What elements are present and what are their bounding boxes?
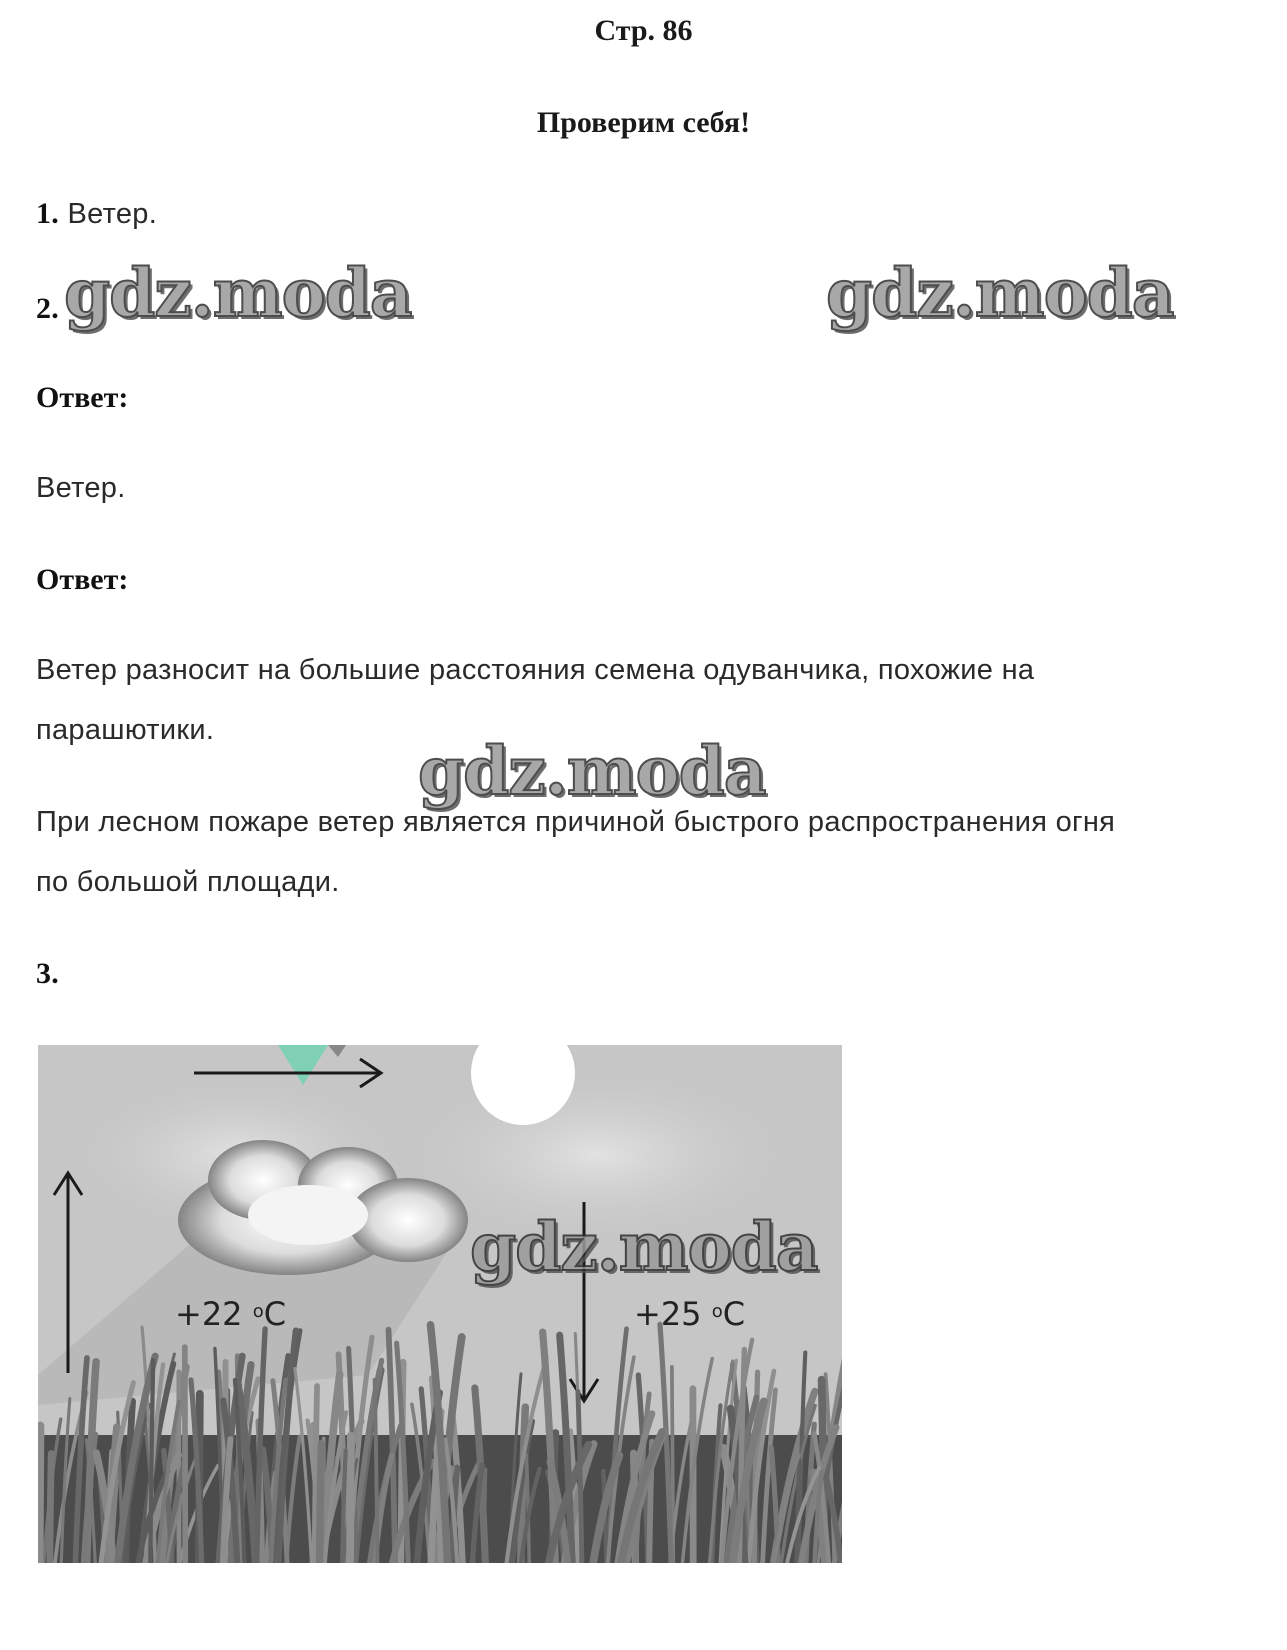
page-title: Стр. 86 <box>594 14 693 47</box>
temperature-right: +25 $^o$C <box>634 1295 746 1333</box>
question-2-number: 2. <box>36 292 60 325</box>
watermark: gdz.moda <box>418 732 766 810</box>
question-1 <box>36 197 157 231</box>
grass-blade <box>150 1360 153 1563</box>
section-title: Проверим себя! <box>536 106 751 139</box>
answer-2-line-2: парашютики. <box>36 714 215 746</box>
answer-label-2: Ответ: <box>36 563 129 596</box>
temperature-left: +22 $^o$C <box>175 1295 287 1333</box>
grass-blade <box>39 1426 40 1563</box>
question-2 <box>36 292 59 326</box>
question-1-number: 1. <box>36 197 60 230</box>
watermark: gdz.moda <box>826 254 1174 332</box>
watermark: gdz.moda <box>64 254 412 332</box>
wind-illustration <box>38 1045 842 1563</box>
question-3-number: 3. <box>36 957 60 990</box>
question-1-text: Ветер. <box>67 198 158 230</box>
grass-blade <box>50 1454 52 1563</box>
answer-1-text: Ветер. <box>36 472 126 504</box>
watermark: gdz.moda <box>470 1208 818 1286</box>
answer-2-line-1: Ветер разносит на большие расстояния семена одуванчика, похожие на <box>36 654 1035 686</box>
answer-2-line-4: по большой площади. <box>36 866 340 898</box>
grass-blade <box>350 1436 351 1563</box>
grass-blade <box>320 1444 322 1563</box>
answer-label-1: Ответ: <box>36 381 129 414</box>
answer-2-line-3: При лесном пожаре ветер является причиной быстрого распространения огня <box>36 806 1116 838</box>
question-3 <box>36 957 59 991</box>
